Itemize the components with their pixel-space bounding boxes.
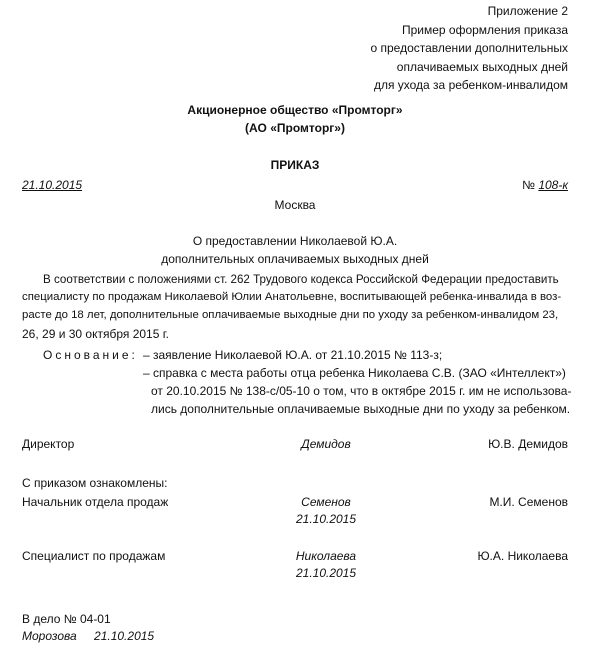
appendix-line: для ухода за ребенком-инвалидом xyxy=(373,78,568,92)
sales-specialist-title: Специалист по продажам xyxy=(22,549,166,563)
basis-item-2-line3: лись дополнительные оплачиваемые выходные дни по уходу за ребенком. xyxy=(151,402,571,416)
order-body-line3: расте до 18 лет, дополнительные оплачиваемые выходные дни по уходу за ребенком-инвалидом 23, xyxy=(22,309,559,321)
order-city: Москва xyxy=(274,198,316,212)
order-subject-line2: дополнительных оплачиваемых выходных дней xyxy=(161,252,429,266)
appendix-line: Приложение 2 xyxy=(487,4,568,18)
head-of-sales-sign-date: 21.10.2015 xyxy=(295,512,357,526)
sales-specialist-signature: Николаева xyxy=(295,549,357,563)
head-of-sales-signature: Семенов xyxy=(301,495,351,509)
org-name: Акционерное общество «Промторг» xyxy=(187,103,403,117)
filing-clerk xyxy=(22,629,154,643)
order-number: 108-к xyxy=(538,178,568,192)
basis-item-2-line2: от 20.10.2015 № 138-с/05-10 о том, что в октябре 2015 г. им не использова- xyxy=(151,384,572,398)
basis-item-2-line1: – справка с места работы отца ребенка Николаева С.В. (ЗАО «Интеллект») xyxy=(143,366,566,380)
order-date: 21.10.2015 xyxy=(22,178,83,192)
basis-item-1: – заявление Николаевой Ю.А. от 21.10.2015 № 113-з; xyxy=(143,348,443,362)
order-title: ПРИКАЗ xyxy=(270,158,320,172)
order-subject-line1: О предоставлении Николаевой Ю.А. xyxy=(192,234,398,248)
appendix-line: о предоставлении дополнительных xyxy=(370,41,568,55)
org-short-name: (АО «Промторг») xyxy=(245,121,345,135)
appendix-note xyxy=(268,2,568,95)
filing-case: В дело № 04-01 xyxy=(22,612,111,626)
appendix-line: Пример оформления приказа xyxy=(401,22,568,37)
appendix-line: оплачиваемых выходных дней xyxy=(396,59,568,74)
acquainted-heading: С приказом ознакомлены: xyxy=(22,476,168,490)
head-of-sales-title: Начальник отдела продаж xyxy=(22,495,169,509)
order-body-line4: 26, 29 и 30 октября 2015 г. xyxy=(22,327,169,341)
director-title: Директор xyxy=(22,437,75,451)
head-of-sales-name: М.И. Семенов xyxy=(489,495,568,509)
order-body-line1: В соответствии с положениями ст. 262 Трудового кодекса Российской Федерации предоставить xyxy=(43,273,559,286)
order-number-block xyxy=(522,178,568,192)
clerk-date: 21.10.2015 xyxy=(94,629,155,643)
sales-specialist-sign-date: 21.10.2015 xyxy=(295,566,357,580)
sales-specialist-name: Ю.А. Николаева xyxy=(477,549,568,563)
clerk-signature: Морозова xyxy=(22,629,77,643)
number-label: № xyxy=(522,178,535,192)
basis-label: Основание: xyxy=(43,348,138,362)
director-name: Ю.В. Демидов xyxy=(488,437,568,451)
director-signature: Демидов xyxy=(301,437,351,451)
order-body-line2: специалисту по продажам Николаевой Юлии Анатольевне, воспитывающей ребенка-инвалида в воз- xyxy=(22,291,562,303)
